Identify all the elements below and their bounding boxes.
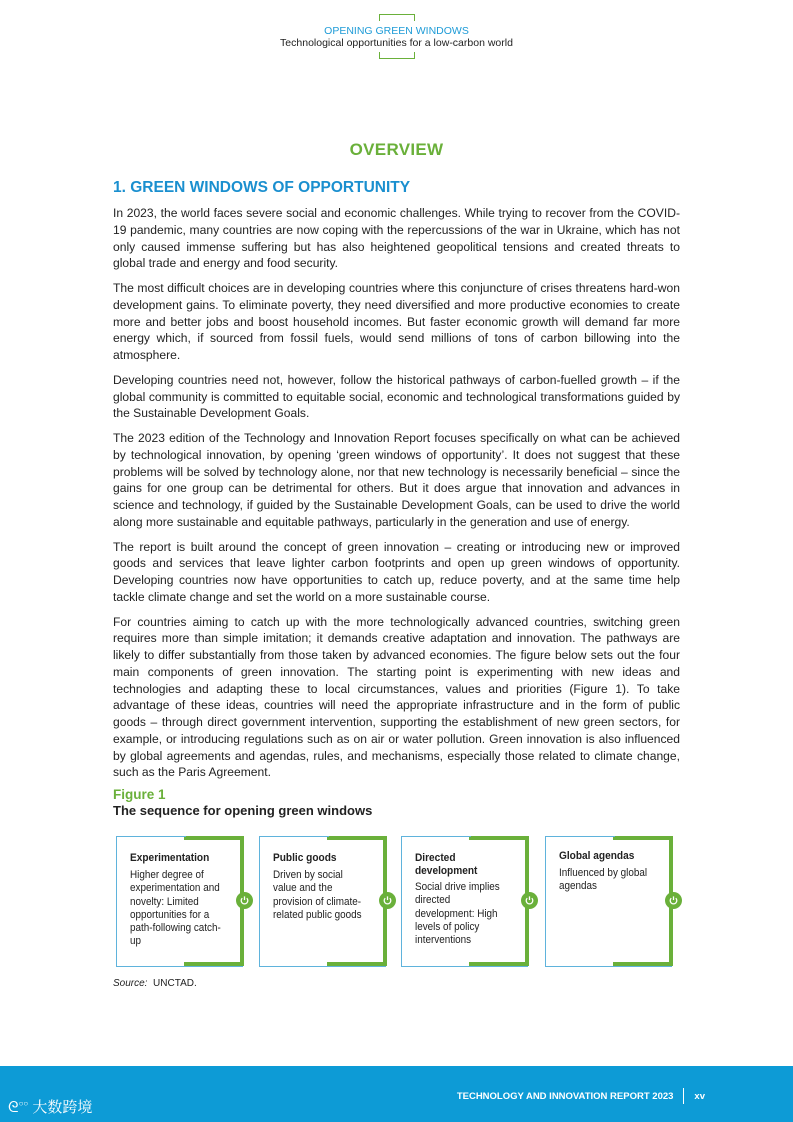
source-value: UNCTAD.: [153, 978, 197, 989]
page-number: xv: [694, 1090, 705, 1102]
box-title: Global agendas: [559, 850, 635, 862]
box-desc: Influenced by global agendas: [559, 867, 648, 893]
running-header: [0, 14, 793, 59]
box-desc: Higher degree of experimentation and novelty: Limited opportunities for a path-following catch-up: [130, 869, 221, 948]
paragraph: For countries aiming to catch up with the more technologically advanced countries, switching green requires more than simple imitation; it demands creative adaptation and innovation. The pathways are likely to differ substantially from those taken by advanced economies. The figure below sets out the four main components of green innovation. The starting point is experimenting with new ideas and technologies and adapting these to local circumstances, values and priorities (Figure 1). To take advantage of these ideas, countries will need the appropriate infrastructure and in the form of public goods – through direct government intervention, supporting the establishment of new green sectors, for example, or introducing regulations such as on air or water pollution. Green innovation is also influenced by global agreements and agendas, rules, and mechanisms, especially those related to climate change, such as the Paris Agreement.: [113, 614, 680, 780]
figure-heading: [113, 787, 372, 818]
figure-box-directed-development: [401, 836, 528, 967]
figure-number: Figure 1: [113, 787, 166, 802]
box-desc: Social drive implies directed development: High levels of policy interventions: [415, 881, 500, 947]
source-label: Source:: [113, 978, 148, 989]
footer-report-title: TECHNOLOGY AND INNOVATION REPORT: [456, 1090, 650, 1102]
body-text: [113, 205, 680, 789]
figure-box-public-goods: [259, 836, 386, 967]
box-title: Directed development: [415, 852, 478, 877]
box-desc: Driven by social value and the provision of climate-related public goods: [273, 869, 362, 921]
paragraph: The 2023 edition of the Technology and Innovation Report focuses specifically on what can be achieved by technological innovation, by opening ‘green windows of opportunity’. It does not suggest that these problems will be solved by technology alone, nor that new technology is necessarily beneficial – since the gains for one group can be detrimental for others. But it does argue that innovation and advances in science and technology, if guided by the Sustainable Development Goals, can be used to drive the world along more sustainable and equitable pathways, particularly in the generation and use of energy.: [113, 431, 680, 529]
watermark-logo: ᘓ○○ 大数跨境: [8, 1099, 93, 1116]
overview-heading: OVERVIEW: [349, 140, 444, 159]
power-icon: [236, 892, 253, 909]
figure-box-experimentation: [116, 836, 243, 967]
watermark-text: 大数跨境: [32, 1099, 93, 1116]
bracket-top: [379, 14, 415, 21]
header-subtitle: Technological opportunities for a low-carbon world: [280, 37, 513, 49]
box-title: Public goods: [273, 852, 337, 864]
power-icon: [521, 892, 538, 909]
box-title: Experimentation: [130, 852, 210, 864]
footer-divider: [683, 1088, 684, 1104]
footer-report: [457, 1088, 705, 1104]
power-icon: [379, 892, 396, 909]
bracket-bottom: [379, 52, 415, 59]
power-icon: [665, 892, 682, 909]
header-title: OPENING GREEN WINDOWS: [324, 25, 469, 37]
paragraph: The report is built around the concept of green innovation – creating or introducing new or improved goods and services that leave lighter carbon footprints and open up green windows of opportunity. Developing countries now have opportunities to catch up, reduce poverty, and at the same time help tackle climate change and set the world on a more sustainable course.: [113, 539, 680, 604]
figure-source: [113, 978, 197, 989]
footer-year: 2023: [652, 1090, 674, 1102]
paragraph: Developing countries need not, however, follow the historical pathways of carbon-fuelled growth – if the global community is committed to equitable social, economic and technological transformations guided by the Sustainable Development Goals.: [113, 372, 680, 421]
section-heading: 1. GREEN WINDOWS OF OPPORTUNITY: [113, 179, 411, 196]
paragraph: In 2023, the world faces severe social and economic challenges. While trying to recover from the COVID-19 pandemic, many countries are now coping with the repercussions of the war in Ukraine, which has not only caused immense suffering but has also heightened geopolitical tensions and created threats to global trade and energy and food security.: [113, 206, 680, 271]
figure-caption: The sequence for opening green windows: [113, 803, 373, 818]
paragraph: The most difficult choices are in developing countries where this conjuncture of crises threatens hard-won development gains. To eliminate poverty, they need diversified and more productive economies to create more and better jobs and boost household incomes. But faster economic growth will demand far more energy which, if sourced from fossil fuels, would send millions of tons of carbon billowing into the atmosphere.: [113, 281, 680, 362]
footer-band: [0, 1066, 793, 1122]
figure-box-global-agendas: [545, 836, 672, 967]
